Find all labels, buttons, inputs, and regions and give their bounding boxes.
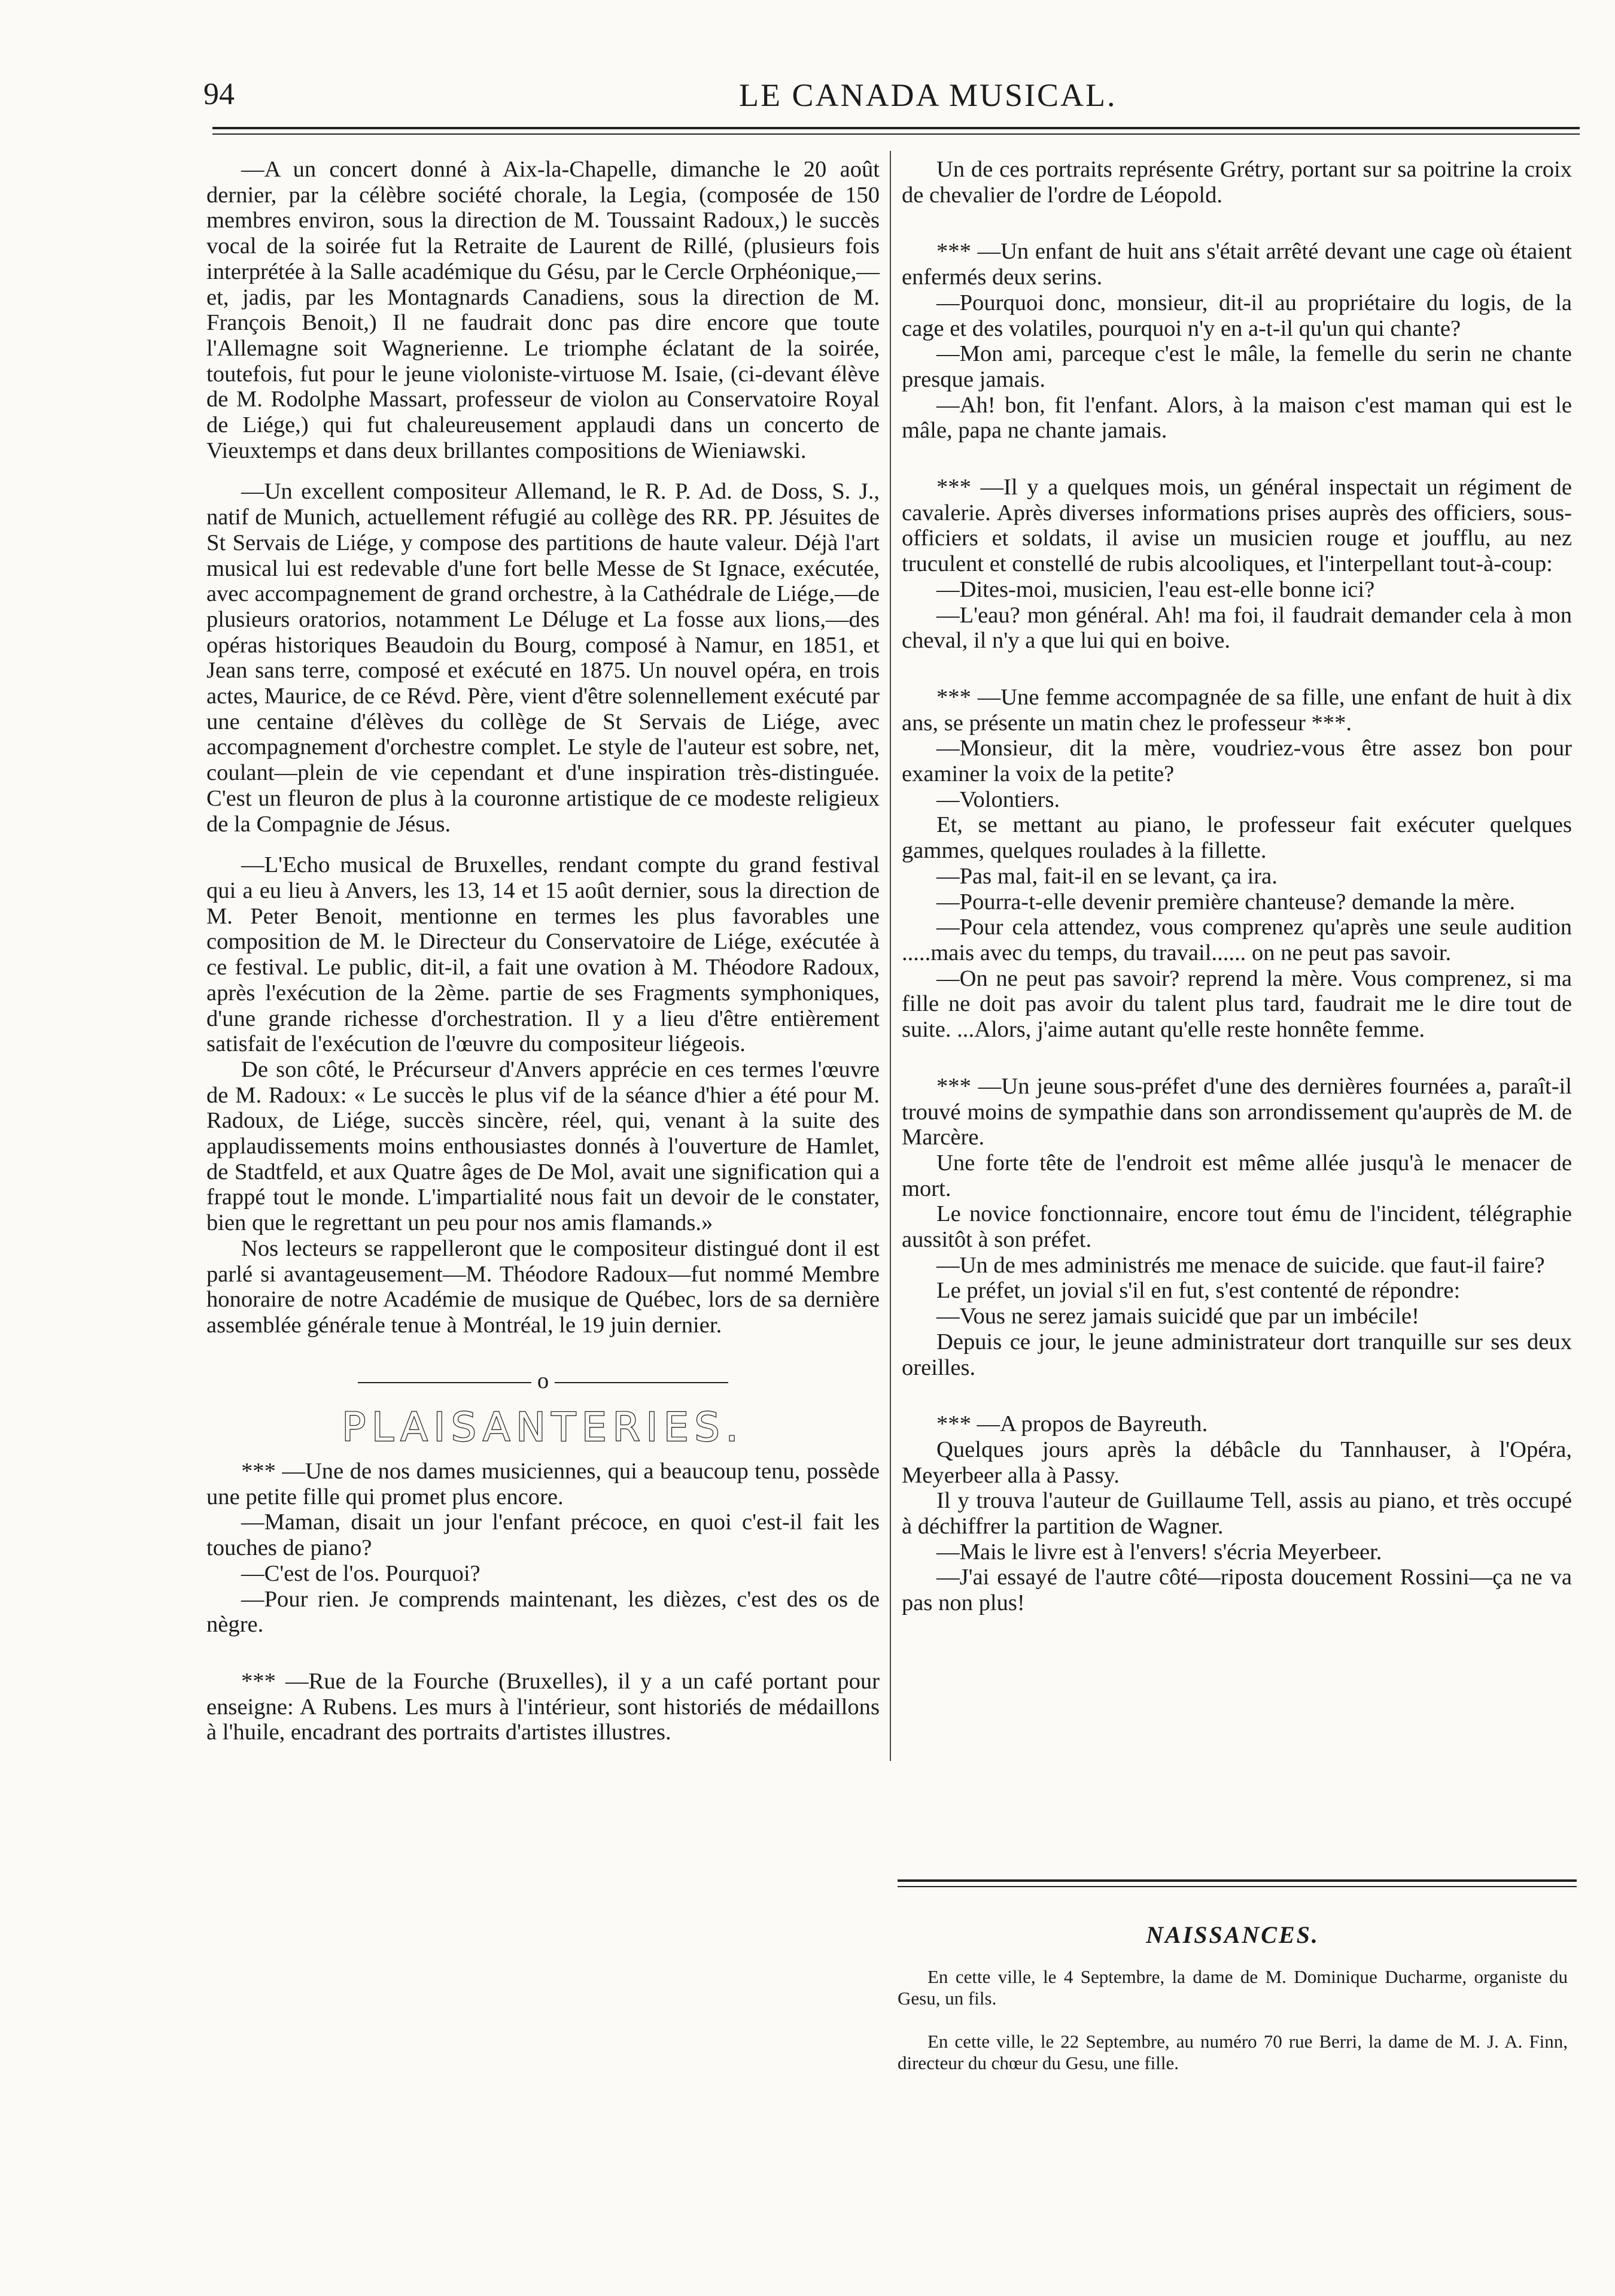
joke-paragraph: *** —Rue de la Fourche (Bruxelles), il y a un café portant pour enseigne: A Rubens. Les murs à l'intérieur, sont historiés de médaillons à l'huile, encadrant des portraits d'artistes illustres. bbox=[206, 1668, 880, 1745]
births-section bbox=[898, 1921, 1568, 2095]
section-separator bbox=[206, 1368, 880, 1394]
section-rule bbox=[898, 1886, 1577, 1887]
right-column bbox=[902, 157, 1572, 1616]
joke-paragraph: Depuis ce jour, le jeune administrateur dort tranquille sur ses deux oreilles. bbox=[902, 1329, 1572, 1380]
joke-paragraph: —J'ai essayé de l'autre côté—riposta doucement Rossini—ça ne va pas non plus! bbox=[902, 1565, 1572, 1616]
joke-paragraph: —Maman, disait un jour l'enfant précoce, en quoi c'est-il fait les touches de piano? bbox=[206, 1510, 880, 1561]
news-paragraph: —Un excellent compositeur Allemand, le R. P. Ad. de Doss, S. J., natif de Munich, actuellement réfugié au collège des RR. PP. Jésuites de St Servais de Liége, y compose des partitions de haute valeur. Déjà l'art musical lui est redevable d'une fort belle Messe de St Ignace, exécutée, avec accompagnement de grand orchestre, à la Cathédrale de Liége,—de plusieurs oratorios, notamment Le Déluge et La fosse aux lions,—des opéras historiques Beaudoin du Bourg, composé à Namur, en 1851, et Jean sans terre, composé et exécuté en 1875. Un nouvel opéra, en trois actes, Maurice, de ce Révd. Père, vient d'être solennellement exécuté par une centaine d'élèves du collège de St Servais de Liége, avec accompagnement d'orchestre complet. Le style de l'auteur est sobre, net, coulant—plein de vie cependant et d'une inspiration très-distinguée. C'est un fleuron de plus à la couronne artistique de ce modeste religieux de la Compagnie de Jésus. bbox=[206, 479, 880, 837]
joke-paragraph: —C'est de l'os. Pourquoi? bbox=[241, 1560, 480, 1586]
joke-paragraph: —Pas mal, fait-il en se levant, ça ira. bbox=[936, 863, 1278, 889]
section-title-text: PLAISANTERIES. bbox=[342, 1404, 744, 1451]
joke-paragraph: *** —Un jeune sous-préfet d'une des dernières fournées a, paraît-il trouvé moins de sympathie dans son arrondissement qu'auprès de M. de Marcère. bbox=[902, 1073, 1572, 1150]
joke-paragraph: *** —Une de nos dames musiciennes, qui a beaucoup tenu, possède une petite fille qui promet plus encore. bbox=[206, 1459, 880, 1510]
birth-notice: En cette ville, le 4 Septembre, la dame de M. Dominique Ducharme, organiste du Gesu, un fils. bbox=[898, 1966, 1568, 2009]
joke-paragraph: —Volontiers. bbox=[936, 786, 1060, 812]
section-rule bbox=[898, 1879, 1577, 1882]
news-paragraph: —L'Echo musical de Bruxelles, rendant compte du grand festival qui a eu lieu à Anvers, les 13, 14 et 15 août dernier, sous la direction de M. Peter Benoit, mentionne en termes les plus favorables une composition de M. le Directeur du Conservatoire de Liége, exécutée à ce festival. Le public, dit-il, a fait une ovation à M. Théodore Radoux, après l'exécution de la 2ème. partie de ses Fragments symphoniques, d'une grande richesse d'orchestration. Il y a lieu d'être entièrement satisfait de l'exécution de l'œuvre du compositeur liégeois. bbox=[206, 852, 880, 1057]
joke-paragraph: —Monsieur, dit la mère, voudriez-vous être assez bon pour examiner la voix de la petite? bbox=[902, 736, 1572, 787]
joke-paragraph: Il y trouva l'auteur de Guillaume Tell, assis au piano, et très occupé à déchiffrer la partition de Wagner. bbox=[902, 1488, 1572, 1539]
joke-paragraph: —Ah! bon, fit l'enfant. Alors, à la maison c'est maman qui est le mâle, papa ne chante jamais. bbox=[902, 392, 1572, 444]
joke-paragraph: —Mais le livre est à l'envers! s'écria Meyerbeer. bbox=[936, 1539, 1382, 1565]
joke-paragraph: Quelques jours après la débâcle du Tannhauser, à l'Opéra, Meyerbeer alla à Passy. bbox=[902, 1436, 1572, 1488]
joke-paragraph: Et, se mettant au piano, le professeur fait exécuter quelques gammes, quelques roulades à la fillette. bbox=[902, 812, 1572, 864]
joke-paragraph: —Pourquoi donc, monsieur, dit-il au propriétaire du logis, de la cage et des volatiles, pourquoi n'y en a-t-il qu'un qui chante? bbox=[902, 290, 1572, 341]
birth-notice: En cette ville, le 22 Septembre, au numéro 70 rue Berri, la dame de M. J. A. Finn, directeur du chœur du Gesu, une fille. bbox=[898, 2031, 1568, 2073]
joke-paragraph: *** —Une femme accompagnée de sa fille, une enfant de huit à dix ans, se présente un matin chez le professeur ***. bbox=[902, 684, 1572, 736]
joke-paragraph: *** —A propos de Bayreuth. bbox=[936, 1411, 1208, 1437]
news-paragraph: De son côté, le Précurseur d'Anvers apprécie en ces termes l'œuvre de M. Radoux: « Le succès le plus vif de la séance d'hier a été pour M. Radoux, de Liége, succès sincère, réel, qui, venant à la suite des applaudissements moins enthousiastes donnés à l'ouverture de Hamlet, de Stadtfeld, et aux Quatre âges de De Mol, avait une signification qui a frappé tout le monde. L'impartialité nous fait un devoir de le constater, bien que le regrettant un peu pour nos amis flamands.» bbox=[206, 1056, 880, 1236]
joke-paragraph: —Un de mes administrés me menace de suicide. que faut-il faire? bbox=[936, 1252, 1545, 1278]
column-rule bbox=[890, 151, 891, 1761]
joke-paragraph: *** —Il y a quelques mois, un général inspectait un régiment de cavalerie. Après diverses informations prises auprès des officiers, sous-officiers et soldats, il avise un musicien rouge et joufflu, au nez truculent et constellé de rubis alcooliques, et l'interpellant tout-à-coup: bbox=[902, 475, 1572, 577]
separator-line bbox=[555, 1382, 728, 1383]
separator-mark: o bbox=[537, 1368, 549, 1393]
births-title: NAISSANCES. bbox=[1146, 1921, 1319, 1948]
journal-title: LE CANADA MUSICAL. bbox=[739, 77, 1117, 113]
joke-paragraph: Le préfet, un jovial s'il en fut, s'est contenté de répondre: bbox=[936, 1278, 1461, 1304]
joke-paragraph: *** —Un enfant de huit ans s'était arrêté devant une cage où étaient enfermés deux serins. bbox=[902, 239, 1572, 290]
news-paragraph: Nos lecteurs se rappelleront que le compositeur distingué dont il est parlé si avantageusement—M. Théodore Radoux—fut nommé Membre honoraire de notre Académie de musique de Québec, lors de sa dernière assemblée générale tenue à Montréal, le 19 juin dernier. bbox=[206, 1235, 880, 1338]
left-column bbox=[206, 157, 880, 1745]
joke-paragraph: —Pour rien. Je comprends maintenant, les dièzes, c'est des os de nègre. bbox=[206, 1586, 880, 1638]
joke-paragraph: Le novice fonctionnaire, encore tout ému de l'incident, télégraphie aussitôt à son préfet. bbox=[902, 1201, 1572, 1253]
joke-paragraph: —L'eau? mon général. Ah! ma foi, il faudrait demander cela à mon cheval, il n'y a que lui qui en boive. bbox=[902, 602, 1572, 654]
header-rule bbox=[212, 127, 1580, 129]
joke-paragraph: —Pourra-t-elle devenir première chanteuse? demande la mère. bbox=[936, 889, 1516, 915]
separator-line bbox=[358, 1382, 531, 1383]
page-number: 94 bbox=[203, 77, 235, 111]
header-rule bbox=[212, 133, 1580, 135]
section-title bbox=[206, 1404, 880, 1451]
news-paragraph: —A un concert donné à Aix-la-Chapelle, dimanche le 20 août dernier, par la célèbre société chorale, la Legia, (composée de 150 membres environ, sous la direction de M. Toussaint Radoux,) le succès vocal de la soirée fut la Retraite de Laurent de Rillé, (plusieurs fois interprétée à la Salle académique du Gésu, par le Cercle Orphéonique,—et, jadis, par les Montagnards Canadiens, sous la direction de M. François Benoit,) Il ne faudrait donc pas dire encore que toute l'Allemagne soit Wagnerienne. Le triomphe éclatant de la soirée, toutefois, fut pour le jeune violoniste-virtuose M. Isaie, (ci-devant élève de M. Rodolphe Massart, professeur de violon au Conservatoire Royal de Liége,) qui fut chaleureusement applaudi dans un concerto de Vieuxtemps et dans deux brillantes compositions de Wieniawski. bbox=[206, 157, 880, 463]
joke-paragraph: —On ne peut pas savoir? reprend la mère. Vous comprenez, si ma fille ne doit pas avoir du talent plus tard, faudrait me le dire tout de suite. ...Alors, j'aime autant qu'elle reste honnête femme. bbox=[902, 965, 1572, 1043]
joke-paragraph: Une forte tête de l'endroit est même allée jusqu'à le menacer de mort. bbox=[902, 1150, 1572, 1201]
joke-paragraph: —Dites-moi, musicien, l'eau est-elle bonne ici? bbox=[936, 576, 1375, 602]
joke-paragraph: —Vous ne serez jamais suicidé que par un imbécile! bbox=[936, 1304, 1420, 1329]
page-header bbox=[203, 71, 1580, 119]
joke-paragraph: —Pour cela attendez, vous comprenez qu'après une seule audition .....mais avec du temps, du travail...... on ne peut pas savoir. bbox=[902, 915, 1572, 965]
joke-paragraph: Un de ces portraits représente Grétry, portant sur sa poitrine la croix de chevalier de l'ordre de Léopold. bbox=[902, 157, 1572, 208]
joke-paragraph: —Mon ami, parceque c'est le mâle, la femelle du serin ne chante presque jamais. bbox=[902, 341, 1572, 392]
